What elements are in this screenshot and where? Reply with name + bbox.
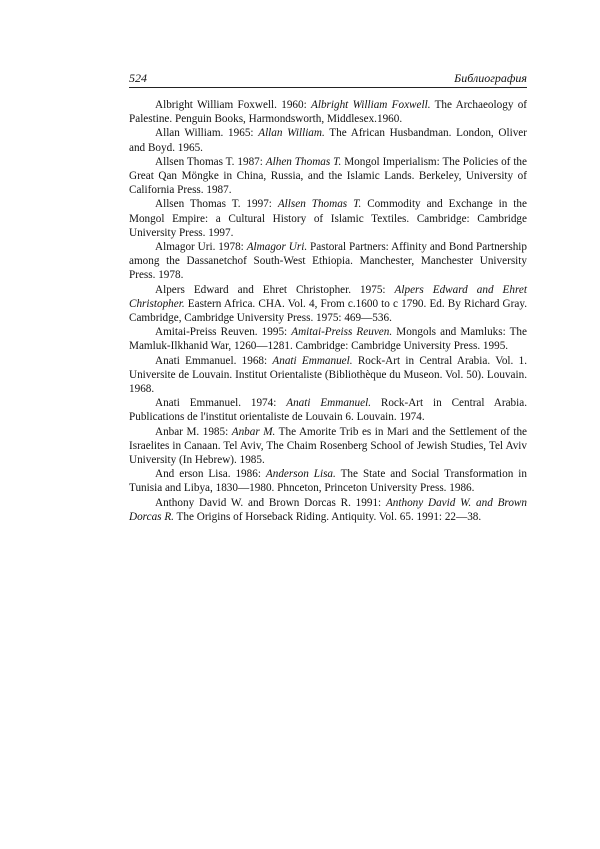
bibliography-entry <box>129 197 527 240</box>
entry-rest: Rock-Art in Central Arabia. Publications de l'institut orientaliste de Louvain 6. Louvain. 1974. <box>129 397 527 424</box>
entry-rest: Mongol Imperialism: The Policies of the Great Qan Möngke in China, Russia, and the Islamic Lands. Berkeley, University of California Press. 1987. <box>129 155 527 197</box>
page-number: 524 <box>129 71 147 85</box>
bibliography-entry <box>129 396 527 424</box>
header-rule <box>129 87 527 88</box>
entry-rest: The Archaeology of Palestine. Penguin Books, Harmondsworth, Middlesex.1960. <box>129 99 528 126</box>
bibliography-entry <box>129 325 527 353</box>
entry-author-italic: Almagor Uri. <box>246 241 308 254</box>
bibliography-list <box>129 98 527 524</box>
entry-rest: The Amorite Trib es in Mari and the Settlement of the Israelites in Canaan. Tel Aviv, The Chaim Rosenberg School of Jewish Studies, Tel Aviv University (In Hebrew). 1985. <box>129 425 527 467</box>
bibliography-entry <box>129 496 527 524</box>
entry-author-italic: Alpers Edward and Ehret Christopher. <box>129 283 527 310</box>
entry-rest: Eastern Africa. CHA. Vol. 4, From c.1600 to c 1790. Ed. By Richard Gray. Cambridge, Cambridge University Press. 1975: 469—536. <box>129 297 527 325</box>
bibliography-entry <box>129 240 527 283</box>
entry-author-italic: Amitai-Preiss Reuven. <box>291 326 393 339</box>
entry-lead: Almagor Uri. 1978: <box>155 241 247 254</box>
entry-rest: Mongols and Mamluks: The Mamluk-Ilkhanid War, 1260—1281. Cambridge: Cambridge University Press. 1995. <box>129 326 527 353</box>
entry-lead: Anthony David W. and Brown Dorcas R. 1991: <box>155 496 386 509</box>
entry-author-italic: Anderson Lisa. <box>265 468 336 481</box>
entry-lead: Allsen Thomas T. 1987: <box>155 155 266 168</box>
entry-lead: Amitai-Preiss Reuven. 1995: <box>155 326 292 339</box>
entry-rest: The State and Social Transformation in Tunisia and Libya, 1830—1980. Phnceton, Princeton University Press. 1986. <box>129 468 527 495</box>
bibliography-entry <box>129 98 527 126</box>
bibliography-entry <box>129 155 527 198</box>
entry-author-italic: Alhen Thomas T. <box>265 155 342 168</box>
entry-lead: And erson Lisa. 1986: <box>155 468 266 481</box>
entry-rest: Commodity and Exchange in the Mongol Empire: a Cultural History of Islamic Textiles. Cambridge: Cambridge University Press. 1997. <box>129 198 527 239</box>
entry-author-italic: Albright William Foxwell. <box>311 99 431 111</box>
entry-lead: Allan William. 1965: <box>155 127 259 140</box>
entry-lead: Alpers Edward and Ehret Christopher. 1975: <box>155 283 395 296</box>
entry-rest: Pastoral Partners: Affinity and Bond Partnership among the Dassanetchof South-West Ethiopia. Manchester, Manchester University Press. 1978. <box>129 241 528 282</box>
entry-lead: Anati Emmanuel. 1974: <box>155 397 287 410</box>
entry-lead: Anati Emmanuel. 1968: <box>155 354 273 367</box>
entry-author-italic: Anati Emmanuel. <box>272 354 353 367</box>
entry-author-italic: Anthony David W. and Brown Dorcas R. <box>129 496 527 523</box>
bibliography-entry <box>129 283 527 326</box>
bibliography-entry <box>129 126 527 154</box>
running-header <box>129 70 527 86</box>
entry-rest: The Origins of Horseback Riding. Antiquity. Vol. 65. 1991: 22—38. <box>173 510 482 523</box>
section-title: Библиография <box>454 71 527 85</box>
entry-author-italic: Allan William. <box>258 127 325 140</box>
entry-author-italic: Anbar M. <box>231 425 276 438</box>
bibliography-entry <box>129 467 527 495</box>
entry-lead: Albright William Foxwell. 1960: <box>155 99 311 111</box>
bibliography-entry <box>129 425 527 468</box>
bibliography-entry <box>129 354 527 397</box>
entry-lead: Anbar M. 1985: <box>155 425 232 438</box>
entry-rest: Rock-Art in Central Arabia. Vol. 1. Universite de Louvain. Institut Orientaliste (Bibliothèque du Museon. Vol. 50). Louvain. 1968. <box>129 354 527 396</box>
entry-rest: The African Husbandman. London, Oliver and Boyd. 1965. <box>129 127 528 154</box>
entry-author-italic: Anati Emmanuel. <box>286 397 371 410</box>
entry-lead: Allsen Thomas T. 1997: <box>155 198 278 211</box>
entry-author-italic: Allsen Thomas T. <box>277 198 362 211</box>
